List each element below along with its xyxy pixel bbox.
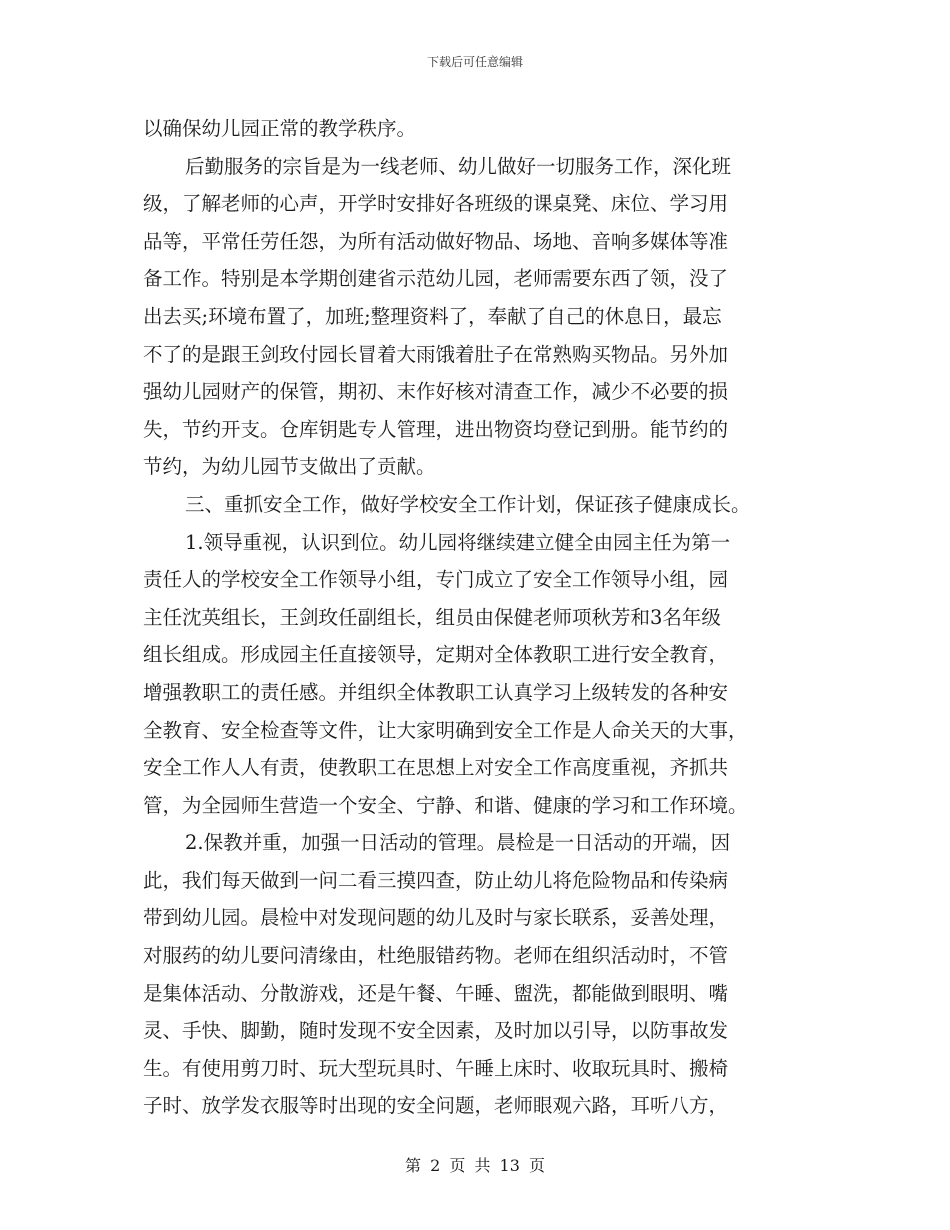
text-line: 强幼儿园财产的保管，期初、末作好核对清查工作，减少不必要的损 [143,380,729,404]
paragraph-first-line: 2.保教并重，加强一日活动的管理。晨检是一日活动的开端，因 [185,831,731,855]
text-line: 生。有使用剪刀时、玩大型玩具时、午睡上床时、收取玩具时、搬椅 [143,1056,729,1080]
text-line: 增强教职工的责任感。并组织全体教职工认真学习上级转发的各种安 [143,680,729,704]
text-line: 全教育、安全检查等文件，让大家明确到安全工作是人命关天的大事， [143,718,748,742]
text-line: 备工作。特别是本学期创建省示范幼儿园，老师需要东西了领，没了 [143,267,729,291]
paragraph-first-line: 后勤服务的宗旨是为一线老师、幼儿做好一切服务工作，深化班 [185,154,732,178]
text-line: 失，节约开支。仓库钥匙专人管理，进出物资均登记到册。能节约的 [143,417,729,441]
text-line: 主任沈英组长，王剑玫任副组长，组员由保健老师项秋芳和3名年级 [143,605,721,629]
paragraph-first-line: 1.领导重视，认识到位。幼儿园将继续建立健全由园主任为第一 [185,530,731,554]
text-line: 子时、放学发衣服等时出现的安全问题，老师眼观六路，耳听八方， [143,1094,729,1118]
page-number-footer: 第 2 页 共 13 页 [405,1156,545,1175]
text-line: 不了的是跟王剑玫付园长冒着大雨饿着肚子在常熟购买物品。另外加 [143,342,729,366]
text-line: 对服药的幼儿要问清缘由，杜绝服错药物。老师在组织活动时，不管 [143,944,729,968]
section-heading: 三、重抓安全工作，做好学校安全工作计划，保证孩子健康成长。 [185,492,751,516]
text-line: 是集体活动、分散游戏，还是午餐、午睡、盥洗，都能做到眼明、嘴 [143,981,729,1005]
text-line: 带到幼儿园。晨检中对发现问题的幼儿及时与家长联系，妥善处理， [143,906,729,930]
text-line: 出去买;环境布置了，加班;整理资料了，奉献了自己的休息日，最忘 [143,304,722,328]
text-line: 节约，为幼儿园节支做出了贡献。 [143,455,436,479]
page-header-note: 下载后可任意编辑 [426,55,523,69]
text-line: 组长组成。形成园主任直接领导，定期对全体教职工进行安全教育， [143,643,729,667]
text-line: 责任人的学校安全工作领导小组，专门成立了安全工作领导小组，园 [143,568,729,592]
text-line: 级，了解老师的心声，开学时安排好各班级的课桌凳、床位、学习用 [143,192,729,216]
text-line: 灵、手快、脚勤，随时发现不安全因素，及时加以引导，以防事故发 [143,1019,729,1043]
text-line: 品等，平常任劳任怨，为所有活动做好物品、场地、音响多媒体等准 [143,229,729,253]
text-line: 安全工作人人有责，使教职工在思想上对安全工作高度重视，齐抓共 [143,756,729,780]
document-body [143,110,809,1125]
text-line: 此，我们每天做到一问二看三摸四查，防止幼儿将危险物品和传染病 [143,868,729,892]
text-line: 以确保幼儿园正常的教学秩序。 [143,117,417,140]
text-line: 管，为全园师生营造一个安全、宁静、和谐、健康的学习和工作环境。 [143,793,748,817]
